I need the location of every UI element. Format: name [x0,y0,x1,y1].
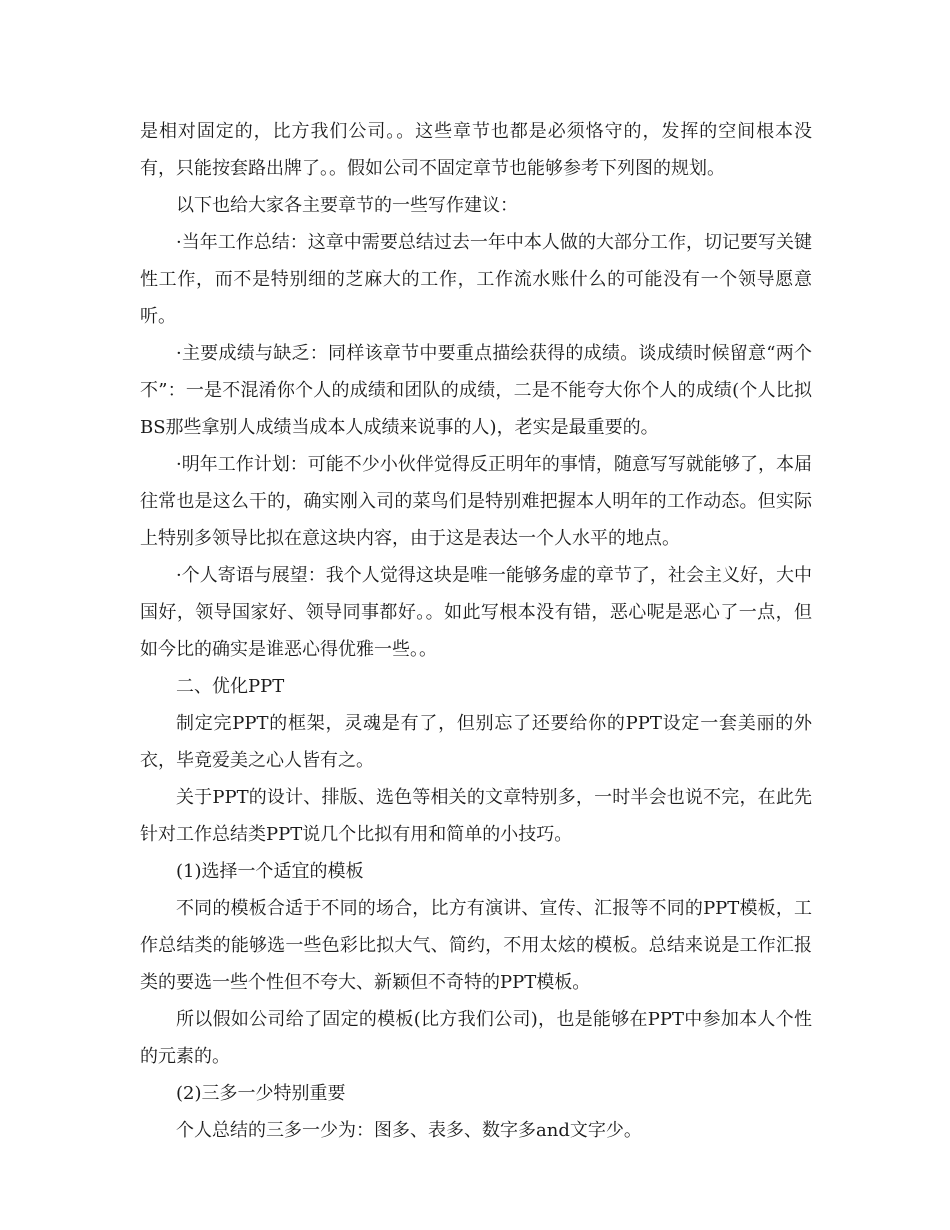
paragraph-continuation: 是相对固定的，比方我们公司。。这些章节也都是必须恪守的，发挥的空间根本没有，只能按套路出牌了。。假如公司不固定章节也能够参考下列图的规划。 [140,121,812,179]
paragraph-templates: 不同的模板合适于不同的场合，比方有演讲、宣传、汇报等不同的PPT模板，工作总结类的能够选一些色彩比拟大气、简约，不用太炫的模板。总结来说是工作汇报类的要选一些个性但不夸大、新颖但不奇特的PPT模板。 [140,898,812,993]
paragraph-three-more-one-less: 个人总结的三多一少为：图多、表多、数字多and文字少。 [176,1120,642,1141]
section-heading-optimize-ppt: 二、优化PPT [176,676,285,697]
document-body [140,113,812,1149]
paragraph-annual-summary: ·当年工作总结：这章中需要总结过去一年中本人做的大部分工作，切记要写关键性工作，而不是特别细的芝麻大的工作，工作流水账什么的可能没有一个领导愿意听。 [140,232,812,327]
paragraph-achievements: ·主要成绩与缺乏：同样该章节中要重点描绘获得的成绩。谈成绩时候留意“两个不”：一是不混淆你个人的成绩和团队的成绩，二是不能夸大你个人的成绩(个人比拟BS那些拿别人成绩当成本人成绩来说事的人)，老实是最重要的。 [140,343,812,438]
paragraph-personal-message: ·个人寄语与展望：我个人觉得这块是唯一能够务虚的章节了，社会主义好，大中国好，领导国家好、领导同事都好。。如此写根本没有错，恶心呢是恶心了一点，但如今比的确实是谁恶心得优雅一些。。 [140,565,812,660]
paragraph-next-year-plan: ·明年工作计划：可能不少小伙伴觉得反正明年的事情，随意写写就能够了，本届往常也是这么干的，确实刚入司的菜鸟们是特别难把握本人明年的工作动态。但实际上特别多领导比拟在意这块内容，由于这是表达一个人水平的地点。 [140,454,812,549]
subheading-choose-template: (1)选择一个适宜的模板 [176,861,364,882]
paragraph-ppt-framework: 制定完PPT的框架，灵魂是有了，但别忘了还要给你的PPT设定一套美丽的外衣，毕竟爱美之心人皆有之。 [140,713,812,771]
paragraph-intro-suggestions: 以下也给大家各主要章节的一些写作建议： [176,195,518,216]
paragraph-ppt-design: 关于PPT的设计、排版、选色等相关的文章特别多，一时半会也说不完，在此先针对工作总结类PPT说几个比拟有用和简单的小技巧。 [140,787,812,845]
subheading-three-more-one-less: (2)三多一少特别重要 [176,1083,346,1104]
paragraph-fixed-template: 所以假如公司给了固定的模板(比方我们公司)，也是能够在PPT中参加本人个性的元素的。 [140,1009,812,1067]
